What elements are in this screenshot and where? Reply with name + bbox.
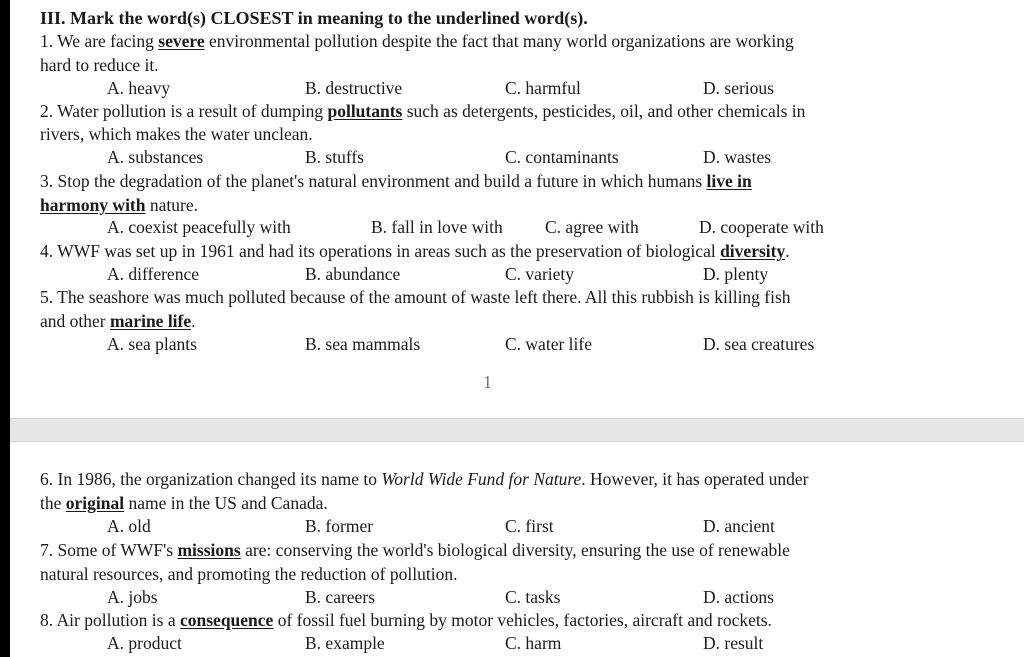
q6-option-c: C. first — [505, 516, 554, 536]
section-heading: III. Mark the word(s) CLOSEST in meaning to the underlined word(s). — [40, 8, 588, 28]
q6-italic-name: World Wide Fund for Nature — [381, 469, 582, 489]
q4-option-d: D. plenty — [703, 264, 769, 284]
question-3-cont — [40, 195, 198, 215]
q5-text-post: . — [191, 311, 196, 331]
q5-option-c: C. water life — [505, 334, 592, 354]
q1-text-pre: 1. We are facing — [40, 31, 159, 51]
q3-option-b: B. fall in love with — [371, 217, 503, 237]
q8-option-a: A. product — [107, 633, 182, 653]
question-6-cont — [40, 493, 328, 513]
q6-text-post2: name in the US and Canada. — [124, 493, 328, 513]
q3-option-c: C. agree with — [545, 217, 639, 237]
q2-underlined-word: pollutants — [327, 101, 403, 121]
question-3 — [40, 171, 752, 191]
q3-underlined-phrase-part1: live in — [706, 171, 752, 191]
q6-option-d: D. ancient — [703, 516, 775, 536]
q3-underlined-phrase-part2: harmony with — [40, 195, 146, 215]
q2-text-post: such as detergents, pesticides, oil, and other chemicals in — [402, 101, 806, 121]
question-4 — [40, 241, 790, 261]
q7-text-pre: 7. Some of WWF's — [40, 540, 178, 560]
question-7-cont: natural resources, and promoting the reduction of pollution. — [40, 564, 458, 584]
q6-option-b: B. former — [305, 516, 374, 536]
q2-option-d: D. wastes — [703, 147, 772, 167]
q7-underlined-word: missions — [177, 540, 241, 560]
q6-underlined-word: original — [65, 493, 125, 513]
q1-text-post: environmental pollution despite the fact that many world organizations are working — [204, 31, 794, 51]
question-5: 5. The seashore was much polluted because of the amount of waste left there. All this rubbish is killing fish — [40, 287, 791, 307]
q5-underlined-phrase: marine life — [109, 311, 192, 331]
q7-option-c: C. tasks — [505, 587, 561, 607]
q4-text-pre: 4. WWF was set up in 1961 and had its operations in areas such as the preservation of biological — [40, 241, 721, 261]
q3-text-pre: 3. Stop the degradation of the planet's natural environment and build a future in which humans — [40, 171, 707, 191]
question-1-cont: hard to reduce it. — [40, 55, 159, 75]
question-8 — [40, 610, 772, 630]
q7-text-post: are: conserving the world's biological diversity, ensuring the use of renewable — [240, 540, 790, 560]
q8-underlined-word: consequence — [180, 610, 274, 630]
q2-option-a: A. substances — [107, 147, 204, 167]
q4-text-post: . — [785, 241, 790, 261]
q3-option-d: D. cooperate with — [699, 217, 824, 237]
question-2-cont: rivers, which makes the water unclean. — [40, 124, 313, 144]
q4-option-c: C. variety — [505, 264, 575, 284]
q4-underlined-word: diversity — [720, 241, 786, 261]
q6-text-pre: 6. In 1986, the organization changed its name to — [40, 469, 382, 489]
q5-option-d: D. sea creatures — [703, 334, 815, 354]
left-edge-bar — [0, 0, 10, 657]
question-2 — [40, 101, 805, 121]
q7-option-b: B. careers — [305, 587, 375, 607]
question-6 — [40, 469, 809, 489]
q8-option-d: D. result — [703, 633, 764, 653]
q7-option-d: D. actions — [703, 587, 774, 607]
q2-text-pre: 2. Water pollution is a result of dumping — [40, 101, 328, 121]
q5-option-b: B. sea mammals — [305, 334, 421, 354]
q4-option-a: A. difference — [107, 264, 199, 284]
q1-option-a: A. heavy — [107, 78, 171, 98]
q8-text-post: of fossil fuel burning by motor vehicles, factories, aircraft and rockets. — [273, 610, 772, 630]
q5-option-a: A. sea plants — [107, 334, 197, 354]
q4-option-b: B. abundance — [305, 264, 401, 284]
q8-option-b: B. example — [305, 633, 385, 653]
q6-text-post: . However, it has operated under — [581, 469, 809, 489]
q5-text-pre: and other — [40, 311, 110, 331]
page-number: 1 — [483, 372, 492, 392]
q3-option-a: A. coexist peacefully with — [107, 217, 291, 237]
q1-option-d: D. serious — [703, 78, 774, 98]
q7-option-a: A. jobs — [107, 587, 158, 607]
q2-option-b: B. stuffs — [305, 147, 364, 167]
question-5-cont — [40, 311, 196, 331]
q6-option-a: A. old — [107, 516, 151, 536]
q8-option-c: C. harm — [505, 633, 562, 653]
q1-underlined-word: severe — [158, 31, 205, 51]
page-separator — [10, 418, 1024, 442]
question-7 — [40, 540, 790, 560]
q1-option-c: C. harmful — [505, 78, 581, 98]
q6-text-pre2: the — [40, 493, 66, 513]
q1-option-b: B. destructive — [305, 78, 403, 98]
question-1 — [40, 31, 794, 51]
q8-text-pre: 8. Air pollution is a — [40, 610, 180, 630]
q2-option-c: C. contaminants — [505, 147, 619, 167]
q3-text-post: nature. — [145, 195, 198, 215]
